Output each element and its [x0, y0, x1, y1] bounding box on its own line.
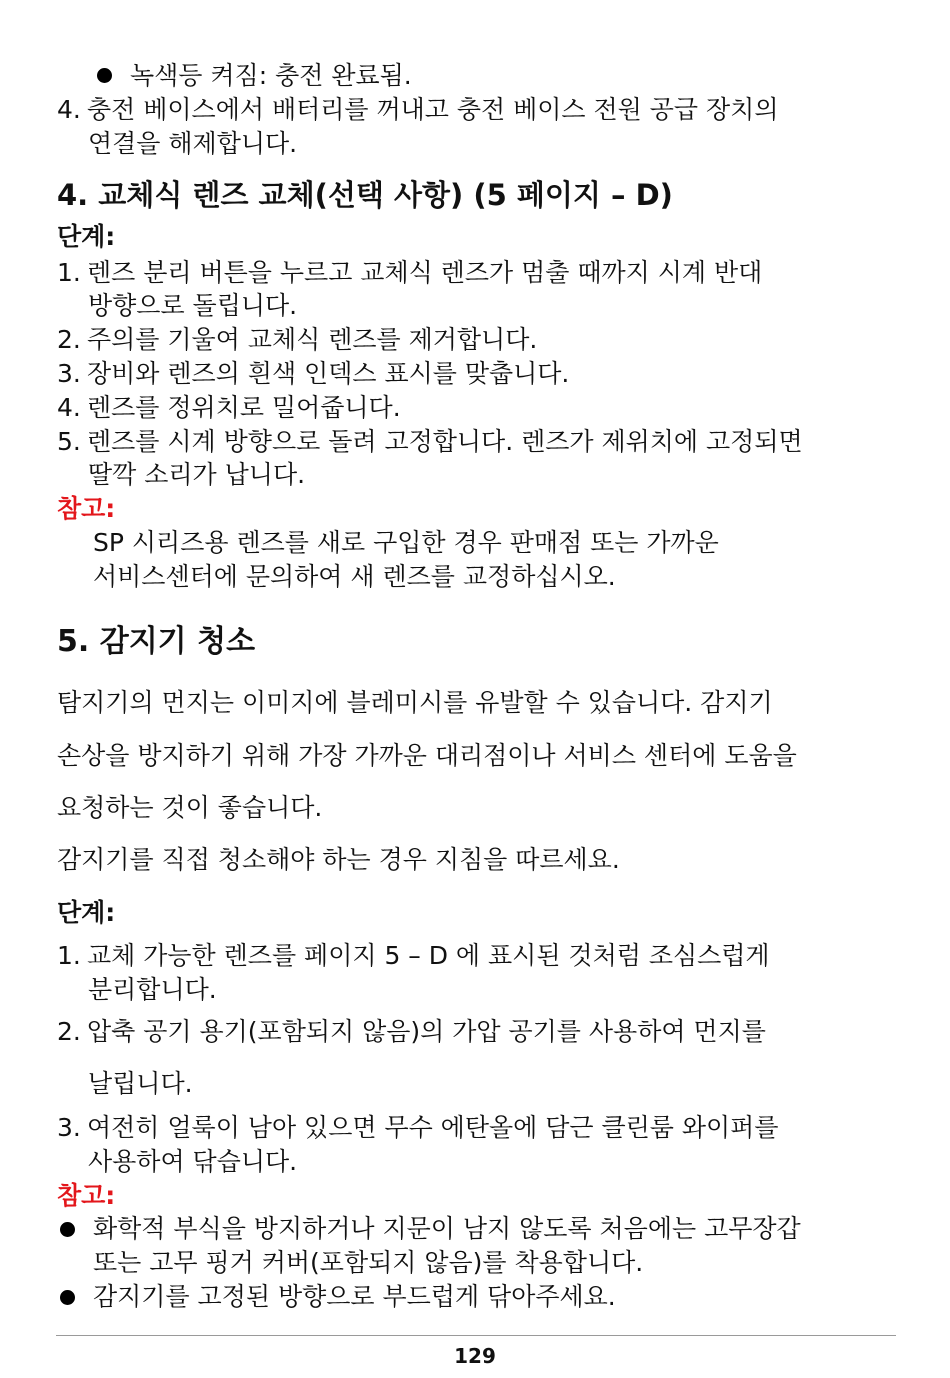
note-text: 서비스센터에 문의하여 새 렌즈를 교정하십시오.	[93, 562, 616, 591]
list-item	[57, 324, 537, 356]
list-item	[57, 94, 778, 126]
step-number: 3.	[57, 1113, 81, 1142]
step-text: 장비와 렌즈의 흰색 인덱스 표시를 맞춥니다.	[87, 359, 570, 388]
note-bullet-text: 감지기를 고정된 방향으로 부드럽게 닦아주세요.	[93, 1282, 616, 1311]
bullet-icon	[60, 1222, 75, 1237]
step-number: 5.	[57, 427, 81, 456]
list-item	[57, 426, 803, 458]
paragraph-line: 손상을 방지하기 위해 가장 가까운 대리점이나 서비스 센터에 도움을	[57, 741, 797, 770]
step-text-continuation: 연결을 해제합니다.	[88, 129, 298, 158]
list-item	[57, 1016, 766, 1048]
section-title: 5. 감지기 청소	[57, 624, 256, 659]
paragraph-line: 탐지기의 먼지는 이미지에 블레미시를 유발할 수 있습니다. 감지기	[57, 688, 773, 717]
note-bullet-text: 또는 고무 핑거 커버(포함되지 않음)를 착용합니다.	[93, 1248, 644, 1277]
step-text: 충전 베이스에서 배터리를 꺼내고 충전 베이스 전원 공급 장치의	[87, 95, 779, 124]
bullet-icon	[97, 68, 112, 83]
step-text: 렌즈 분리 버튼을 누르고 교체식 렌즈가 멈출 때까지 시계 반대	[87, 258, 763, 287]
step-number: 1.	[57, 258, 81, 287]
step-number: 2.	[57, 325, 81, 354]
step-text: 렌즈를 정위치로 밀어줍니다.	[87, 393, 401, 422]
list-item	[57, 257, 762, 289]
bullet-icon	[60, 1290, 75, 1305]
list-item	[57, 1112, 778, 1144]
step-number: 3.	[57, 359, 81, 388]
step-text: 교체 가능한 렌즈를 페이지 5 – D 에 표시된 것처럼 조심스럽게	[87, 941, 770, 970]
bullet-text: 녹색등 켜짐: 충전 완료됨.	[130, 61, 412, 90]
paragraph-line: 요청하는 것이 좋습니다.	[57, 793, 323, 822]
note-label: 참고:	[57, 1181, 116, 1210]
steps-label: 단계:	[57, 222, 116, 251]
list-item	[57, 940, 770, 972]
list-item	[57, 358, 569, 390]
footer-divider	[56, 1335, 896, 1336]
step-text-continuation: 딸깍 소리가 납니다.	[88, 460, 306, 489]
step-text-continuation: 방향으로 돌립니다.	[88, 291, 298, 320]
steps-label: 단계:	[57, 898, 116, 927]
step-text: 렌즈를 시계 방향으로 돌려 고정합니다. 렌즈가 제위치에 고정되면	[87, 427, 803, 456]
section-title: 4. 교체식 렌즈 교체(선택 사항) (5 페이지 – D)	[57, 178, 673, 212]
step-number: 2.	[57, 1017, 81, 1046]
step-text: 주의를 기울여 교체식 렌즈를 제거합니다.	[87, 325, 538, 354]
page-number: 129	[454, 1344, 496, 1368]
step-number: 4.	[57, 95, 81, 124]
note-text: SP 시리즈용 렌즈를 새로 구입한 경우 판매점 또는 가까운	[93, 528, 719, 557]
paragraph-line: 감지기를 직접 청소해야 하는 경우 지침을 따르세요.	[57, 845, 620, 874]
step-number: 1.	[57, 941, 81, 970]
step-number: 4.	[57, 393, 81, 422]
step-text: 압축 공기 용기(포함되지 않음)의 가압 공기를 사용하여 먼지를	[87, 1017, 766, 1046]
step-text: 여전히 얼룩이 남아 있으면 무수 에탄올에 담근 클린룸 와이퍼를	[87, 1113, 779, 1142]
list-item	[57, 392, 401, 424]
step-text-continuation: 분리합니다.	[88, 975, 217, 1004]
note-label: 참고:	[57, 494, 116, 523]
note-bullet-text: 화학적 부식을 방지하거나 지문이 남지 않도록 처음에는 고무장갑	[93, 1214, 801, 1243]
step-text-continuation: 날립니다.	[88, 1069, 193, 1098]
step-text-continuation: 사용하여 닦습니다.	[88, 1147, 298, 1176]
